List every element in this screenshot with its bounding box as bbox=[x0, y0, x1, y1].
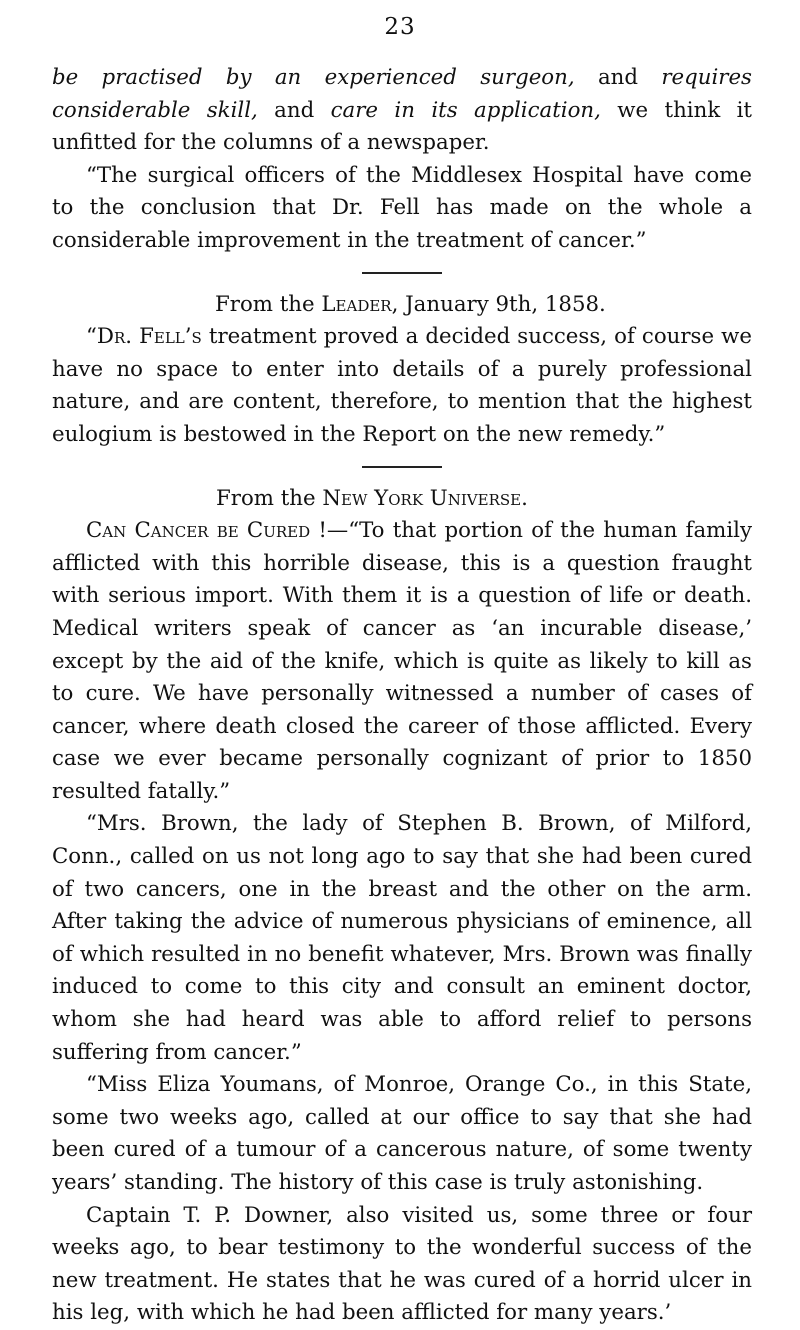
text-run: and bbox=[257, 97, 331, 123]
heading-prefix: From the bbox=[215, 291, 322, 317]
paragraph-surgeon-skill bbox=[52, 62, 752, 160]
text-run: and bbox=[574, 65, 662, 90]
heading-date: , January 9th, 1858. bbox=[391, 291, 606, 317]
paragraph-mrs-brown: “Mrs. Brown, the lady of Stephen B. Brown, of Milford, Conn., called on us not long ago to say that she had been cured of two cancers, one in the breast and the other on the arm. After taking the advice of numerous physicians of eminence, all of which resulted in no benefit whatever, Mrs. Brown was finally induced to come to this city and consult an eminent doctor, whom she had heard was able to afford relief to persons suffering from cancer.” bbox=[52, 811, 752, 1065]
source-heading-universe bbox=[52, 483, 752, 516]
paragraph-captain-downer: Captain T. P. Downer, also visited us, some three or four weeks ago, to bear testimony to the wonderful success of the new treatment. He states that he was cured of a horrid ulcer in his leg, with which he had been afflicted for many years.’ bbox=[52, 1202, 752, 1326]
open-quote: “ bbox=[86, 324, 97, 350]
page-number: 23 bbox=[384, 14, 416, 40]
paragraph-middlesex-hospital: “The surgical officers of the Middlesex Hospital have come to the conclusion that Dr. Fell has made on the whole a considerable improvement in the treatment of cancer.” bbox=[52, 162, 752, 253]
paragraph-dr-fell-treatment bbox=[52, 321, 752, 451]
heading-source-name: Leader bbox=[321, 291, 392, 317]
italic-phrase: requires considerable skill, bbox=[52, 65, 752, 123]
italic-phrase: be practised by an experienced surgeon, bbox=[52, 65, 575, 90]
text-run: treatment proved a decided success, of course we have no space to enter into details of a purely professional nature, and are content, therefore, to mention that the highest eulogium is bestowed in the Report on the new remedy.” bbox=[52, 324, 752, 447]
small-caps-name: Dr. Fell’s bbox=[96, 324, 202, 350]
paragraph-miss-youmans: “Miss Eliza Youmans, of Monroe, Orange Co., in this State, some two weeks ago, called at our office to say that she had been cured of a tumour of a cancerous nature, of some twenty years’ standing. The history of this case is truly astonishing. bbox=[52, 1072, 752, 1195]
italic-phrase: care in its application, bbox=[330, 97, 601, 123]
paragraph-can-cancer-be-cured bbox=[52, 515, 752, 808]
section-divider bbox=[362, 466, 442, 468]
text-run: !—“To that portion of the human family afflicted with this horrible disease, this is a question fraught with serious import. With them it is a question of life or death. Medical writers speak of cancer as ‘an incurable disease,’ except by the aid of the knife, which is quite as likely to kill as to cure. We have personally witnessed a number of cases of cancer, where death closed the career of those afflicted. Every case we ever became personally cognizant of prior to 1850 resulted fatally.” bbox=[52, 518, 752, 804]
text-run: we think it unfitted for the columns of a newspaper. bbox=[52, 97, 752, 156]
source-heading-leader bbox=[52, 289, 752, 322]
section-divider bbox=[362, 272, 442, 274]
heading-suffix: . bbox=[521, 485, 528, 511]
heading-source-name: New York Universe bbox=[322, 485, 522, 511]
heading-prefix: From the bbox=[216, 485, 323, 511]
small-caps-lead: Can Cancer be Cured bbox=[86, 518, 311, 544]
